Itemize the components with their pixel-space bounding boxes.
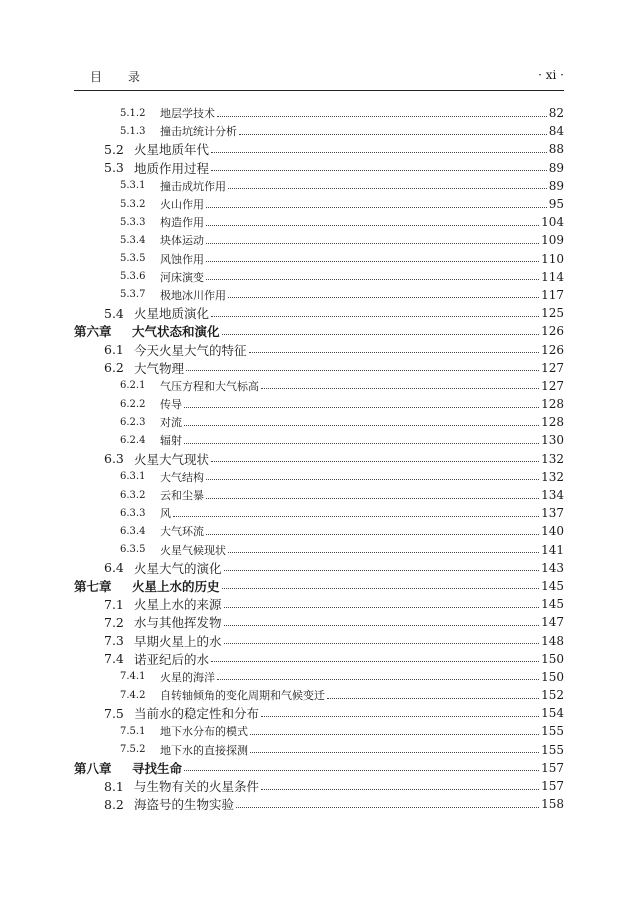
toc-entry-page: 84 xyxy=(548,124,564,139)
toc-entry-title: 地层学技术 xyxy=(160,107,215,121)
toc-entry-title: 构造作用 xyxy=(160,216,204,230)
toc-entry-number: 6.3.2 xyxy=(120,489,146,501)
toc-entry xyxy=(74,250,564,268)
toc-entry-number: 5.3.6 xyxy=(120,271,146,283)
toc-entry-number: 7.4.2 xyxy=(120,689,146,701)
toc-entry-number: 6.3.5 xyxy=(120,544,146,556)
toc-leader-dots xyxy=(184,395,539,408)
toc-leader-dots xyxy=(206,195,547,208)
toc-entry xyxy=(74,613,564,631)
toc-entry-page: 82 xyxy=(548,106,564,121)
toc-entry-number: 7.2 xyxy=(104,614,124,630)
toc-entry-title: 块体运动 xyxy=(160,234,204,248)
toc-entry-title: 火星地质演化 xyxy=(134,306,210,322)
toc-entry xyxy=(74,322,564,340)
toc-leader-dots xyxy=(217,104,547,117)
header-rule xyxy=(74,90,564,91)
toc-entry xyxy=(74,559,564,577)
toc-entry xyxy=(74,668,564,686)
toc-entry-page: 132 xyxy=(541,469,564,484)
toc-entry-page: 150 xyxy=(541,669,564,684)
toc-entry xyxy=(74,595,564,613)
toc-entry-number: 7.4 xyxy=(104,651,124,667)
toc-entry xyxy=(74,395,564,413)
toc-entry-title: 云和尘暴 xyxy=(160,489,204,503)
toc-entry-number: 7.1 xyxy=(104,596,124,612)
toc-leader-dots xyxy=(224,631,540,644)
toc-entry-page: 89 xyxy=(548,178,564,193)
toc-leader-dots xyxy=(206,467,539,480)
toc-entry-number: 6.2 xyxy=(104,360,124,376)
toc-entry xyxy=(74,231,564,249)
toc-entry xyxy=(74,741,564,759)
toc-entry xyxy=(74,377,564,395)
toc-entry-page: 104 xyxy=(541,215,564,230)
toc-entry-title: 今天火星大气的特征 xyxy=(134,342,247,358)
toc-entry-number: 6.4 xyxy=(104,560,124,576)
toc-leader-dots xyxy=(184,758,539,771)
toc-entry-title: 早期火星上的水 xyxy=(134,633,222,649)
toc-entry xyxy=(74,431,564,449)
toc-leader-dots xyxy=(206,486,539,499)
toc-entry-page: 155 xyxy=(541,742,564,757)
toc-entry-number: 5.3.4 xyxy=(120,234,146,246)
toc-entry-number: 5.1.2 xyxy=(120,107,146,119)
toc-entry xyxy=(74,340,564,358)
toc-entry-number: 5.3 xyxy=(104,160,124,176)
toc-leader-dots xyxy=(261,777,539,790)
toc-entry-number: 5.3.1 xyxy=(120,180,146,192)
toc-entry-title: 海盗号的生物实验 xyxy=(134,797,235,813)
toc-entry xyxy=(74,413,564,431)
toc-entry-page: 145 xyxy=(541,597,564,612)
toc-entry-number: 8.2 xyxy=(104,796,124,812)
toc-entry xyxy=(74,704,564,722)
toc-leader-dots xyxy=(224,595,540,608)
toc-leader-dots xyxy=(228,540,539,553)
toc-entry xyxy=(74,541,564,559)
toc-leader-dots xyxy=(211,158,547,171)
toc-entry-title: 诺亚纪后的水 xyxy=(134,651,210,667)
toc-entry-title: 火山作用 xyxy=(160,198,204,212)
toc-entry-number: 6.2.2 xyxy=(120,398,146,410)
toc-entry-page: 89 xyxy=(548,160,564,175)
toc-entry xyxy=(74,777,564,795)
toc-entry-title: 寻找生命 xyxy=(132,760,183,776)
toc-entry-title: 水与其他挥发物 xyxy=(134,615,222,631)
toc-entry-title: 火星地质年代 xyxy=(134,142,210,158)
toc-entry-page: 128 xyxy=(541,415,564,430)
toc-leader-dots xyxy=(239,122,547,135)
toc-entry-page: 147 xyxy=(541,615,564,630)
toc-entry xyxy=(74,504,564,522)
toc-leader-dots xyxy=(236,795,539,808)
page-header xyxy=(74,66,564,86)
toc-leader-dots xyxy=(206,522,539,535)
toc-leader-dots xyxy=(184,431,539,444)
toc-entry xyxy=(74,159,564,177)
toc-leader-dots xyxy=(250,740,539,753)
toc-entry-title: 火星气候现状 xyxy=(160,543,226,557)
toc-entry-title: 大气物理 xyxy=(134,360,185,376)
toc-entry-title: 地下水分布的模式 xyxy=(160,725,248,739)
toc-entry xyxy=(74,450,564,468)
toc-entry-page: 126 xyxy=(541,342,564,357)
toc-entry-number: 6.2.4 xyxy=(120,434,146,446)
toc-entry-title: 大气环流 xyxy=(160,525,204,539)
toc-leader-dots xyxy=(206,249,539,262)
toc-entry xyxy=(74,522,564,540)
toc-entry-page: 114 xyxy=(541,269,564,284)
toc-leader-dots xyxy=(206,213,539,226)
toc-leader-dots xyxy=(211,140,547,153)
toc-entry xyxy=(74,195,564,213)
toc-entry-title: 与生物有关的火星条件 xyxy=(134,779,260,795)
toc-entry xyxy=(74,122,564,140)
toc-entry xyxy=(74,104,564,122)
toc-entry-title: 火星大气的演化 xyxy=(134,560,222,576)
toc-entry-title: 撞击成坑作用 xyxy=(160,179,226,193)
toc-entry-page: 154 xyxy=(541,706,564,721)
toc-entry-number: 6.3.4 xyxy=(120,525,146,537)
toc-entry-number: 7.5 xyxy=(104,705,124,721)
toc-entry-title: 辐射 xyxy=(160,434,182,448)
toc-entry-page: 143 xyxy=(541,560,564,575)
toc-entry-number: 7.4.1 xyxy=(120,671,146,683)
toc-entry xyxy=(74,359,564,377)
toc-entry-title: 当前水的稳定性和分布 xyxy=(134,706,260,722)
toc-entry-number: 5.2 xyxy=(104,141,124,157)
toc-leader-dots xyxy=(186,358,539,371)
toc-entry-number: 第六章 xyxy=(74,324,112,340)
toc-entry-page: 148 xyxy=(541,633,564,648)
toc-leader-dots xyxy=(261,704,539,717)
toc-entry-page: 130 xyxy=(541,433,564,448)
toc-entry-number: 5.3.7 xyxy=(120,289,146,301)
toc-entry-page: 152 xyxy=(541,688,564,703)
toc-entry xyxy=(74,795,564,813)
toc-leader-dots xyxy=(249,340,540,353)
toc-entry-title: 地下水的直接探测 xyxy=(160,743,248,757)
toc-leader-dots xyxy=(222,576,540,589)
toc-entry-title: 传导 xyxy=(160,398,182,412)
toc-entry-page: 88 xyxy=(548,142,564,157)
toc-leader-dots xyxy=(228,176,547,189)
toc-entry-number: 第八章 xyxy=(74,760,112,776)
toc-entry-number: 6.3.1 xyxy=(120,471,146,483)
toc-entry-number: 6.3 xyxy=(104,451,124,467)
toc-entry-page: 128 xyxy=(541,397,564,412)
toc-entry-number: 7.3 xyxy=(104,633,124,649)
toc-entry xyxy=(74,286,564,304)
toc-leader-dots xyxy=(217,667,539,680)
toc-entry-number: 6.1 xyxy=(104,342,124,358)
toc-entry xyxy=(74,268,564,286)
toc-entry xyxy=(74,631,564,649)
toc-entry xyxy=(74,722,564,740)
toc-entry xyxy=(74,140,564,158)
header-section-title: 目录 xyxy=(90,70,167,84)
toc-entry-title: 火星上水的历史 xyxy=(132,578,220,594)
toc-leader-dots xyxy=(261,376,539,389)
toc-entry-page: 109 xyxy=(541,233,564,248)
toc-leader-dots xyxy=(206,231,539,244)
toc-entry-page: 141 xyxy=(541,542,564,557)
toc-entry-page: 117 xyxy=(541,287,564,302)
toc-entry-page: 157 xyxy=(541,760,564,775)
toc-entry-page: 140 xyxy=(541,524,564,539)
toc-entry-number: 7.5.1 xyxy=(120,725,146,737)
toc-entry-title: 撞击坑统计分析 xyxy=(160,125,237,139)
toc-entry-number: 5.3.5 xyxy=(120,253,146,265)
toc-entry-number: 5.1.3 xyxy=(120,125,146,137)
toc-entry-page: 127 xyxy=(541,360,564,375)
toc-entry-title: 自转轴倾角的变化周期和气候变迁 xyxy=(160,689,325,703)
toc-entry xyxy=(74,650,564,668)
toc-entry-page: 126 xyxy=(541,324,564,339)
toc-entry-page: 95 xyxy=(548,197,564,212)
toc-entry-page: 127 xyxy=(541,378,564,393)
toc-entry-page: 110 xyxy=(541,251,564,266)
toc-entry-number: 7.5.2 xyxy=(120,744,146,756)
toc-entry-number: 6.2.1 xyxy=(120,380,146,392)
toc-entry xyxy=(74,577,564,595)
toc-entry-page: 157 xyxy=(541,779,564,794)
toc-entry-number: 6.3.3 xyxy=(120,507,146,519)
toc-entry xyxy=(74,468,564,486)
table-of-contents xyxy=(74,104,564,813)
toc-entry-page: 155 xyxy=(541,724,564,739)
toc-entry-page: 125 xyxy=(541,306,564,321)
toc-entry-page: 137 xyxy=(541,506,564,521)
toc-leader-dots xyxy=(224,613,540,626)
toc-entry-page: 132 xyxy=(541,451,564,466)
toc-entry-title: 风 xyxy=(160,507,171,521)
toc-entry xyxy=(74,177,564,195)
toc-entry-number: 第七章 xyxy=(74,578,112,594)
toc-entry-title: 地质作用过程 xyxy=(134,160,210,176)
toc-leader-dots xyxy=(222,322,540,335)
toc-entry-page: 145 xyxy=(541,578,564,593)
toc-leader-dots xyxy=(250,722,539,735)
toc-entry-title: 对流 xyxy=(160,416,182,430)
toc-entry-number: 8.1 xyxy=(104,778,124,794)
toc-entry xyxy=(74,759,564,777)
toc-leader-dots xyxy=(211,649,539,662)
toc-entry-title: 火星的海洋 xyxy=(160,670,215,684)
toc-leader-dots xyxy=(211,449,539,462)
toc-entry-title: 大气状态和演化 xyxy=(132,324,220,340)
toc-entry-page: 158 xyxy=(541,797,564,812)
toc-entry-page: 150 xyxy=(541,651,564,666)
toc-entry-title: 大气结构 xyxy=(160,470,204,484)
toc-entry-number: 6.2.3 xyxy=(120,416,146,428)
toc-entry-title: 气压方程和大气标高 xyxy=(160,379,259,393)
toc-entry-title: 火星上水的来源 xyxy=(134,597,222,613)
toc-entry-number: 5.4 xyxy=(104,305,124,321)
toc-leader-dots xyxy=(224,558,540,571)
toc-leader-dots xyxy=(211,304,539,317)
toc-entry xyxy=(74,686,564,704)
header-page-number: · xi · xyxy=(538,68,564,82)
toc-leader-dots xyxy=(327,686,539,699)
toc-entry-page: 134 xyxy=(541,488,564,503)
toc-leader-dots xyxy=(173,504,539,517)
toc-leader-dots xyxy=(206,267,539,280)
toc-entry xyxy=(74,213,564,231)
toc-entry-number: 5.3.2 xyxy=(120,198,146,210)
toc-entry xyxy=(74,304,564,322)
toc-leader-dots xyxy=(184,413,539,426)
toc-entry xyxy=(74,486,564,504)
toc-entry-title: 河床演变 xyxy=(160,270,204,284)
toc-entry-title: 极地冰川作用 xyxy=(160,288,226,302)
toc-entry-title: 火星大气现状 xyxy=(134,451,210,467)
toc-leader-dots xyxy=(228,285,539,298)
toc-entry-number: 5.3.3 xyxy=(120,216,146,228)
toc-entry-title: 风蚀作用 xyxy=(160,252,204,266)
